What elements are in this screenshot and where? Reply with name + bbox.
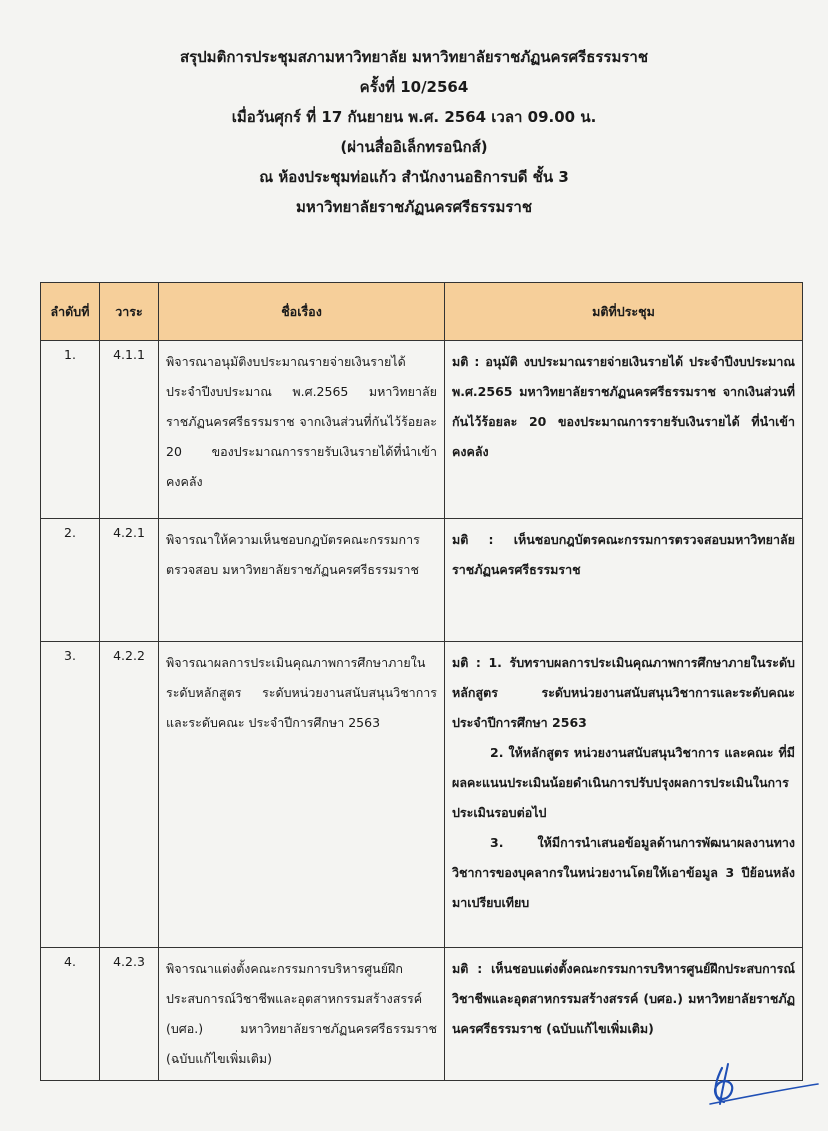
resolution-paragraph: มติ : 1. รับทราบผลการประเมินคุณภาพการศึกษาภายในระดับหลักสูตร ระดับหน่วยงานสนับสนุนวิชาการและระดับคณะ ประจำปีการศึกษา 2563: [452, 655, 795, 730]
handwritten-signature-icon: [700, 1060, 820, 1110]
col-header-no: ลำดับที่: [41, 283, 100, 341]
table-row: [41, 948, 803, 1081]
row-title: พิจารณาให้ความเห็นชอบกฎบัตรคณะกรรมการตรวจสอบ มหาวิทยาลัยราชภัฏนครศรีธรรมราช: [159, 519, 445, 642]
university-name: มหาวิทยาลัยราชภัฏนครศรีธรรมราช: [295, 198, 533, 216]
row-title: พิจารณาผลการประเมินคุณภาพการศึกษาภายในระดับหลักสูตร ระดับหน่วยงานสนับสนุนวิชาการ และระดับคณะ ประจำปีการศึกษา 2563: [159, 642, 445, 948]
col-header-resolution: มติที่ประชุม: [445, 283, 803, 341]
document-header: [0, 42, 828, 222]
table-header-row: [41, 283, 803, 341]
meeting-mode: (ผ่านสื่ออิเล็กทรอนิกส์): [340, 138, 488, 156]
row-agenda: 4.2.2: [100, 642, 159, 948]
row-no: 3.: [41, 642, 100, 948]
table-row: [41, 519, 803, 642]
row-no: 1.: [41, 341, 100, 519]
row-resolution: [445, 642, 803, 948]
row-agenda: 4.2.1: [100, 519, 159, 642]
resolution-paragraph: 3. ให้มีการนำเสนอข้อมูลด้านการพัฒนาผลงานทางวิชาการของบุคลากรในหน่วยงานโดยให้เอาข้อมูล 3 ปีย้อนหลังมาเปรียบเทียบ: [452, 835, 795, 910]
col-header-title: ชื่อเรื่อง: [159, 283, 445, 341]
row-agenda: 4.2.3: [100, 948, 159, 1081]
row-no: 2.: [41, 519, 100, 642]
row-agenda: 4.1.1: [100, 341, 159, 519]
col-header-agenda: วาระ: [100, 283, 159, 341]
table-row: [41, 642, 803, 948]
resolution-paragraph: มติ : เห็นชอบแต่งตั้งคณะกรรมการบริหารศูนย์ฝึกประสบการณ์วิชาชีพและอุตสาหกรรมสร้างสรรค์ (บศอ.) มหาวิทยาลัยราชภัฏนครศรีธรรมราช (ฉบับแก้ไขเพิ่มเติม): [452, 961, 795, 1036]
resolutions-table: [40, 282, 803, 1081]
resolution-paragraph: 2. ให้หลักสูตร หน่วยงานสนับสนุนวิชาการ และคณะ ที่มีผลคะแนนประเมินน้อยดำเนินการปรับปรุงผลการประเมินในการประเมินรอบต่อไป: [452, 745, 795, 820]
table-row: [41, 341, 803, 519]
resolution-paragraph: มติ : อนุมัติ งบประมาณรายจ่ายเงินรายได้ ประจำปีงบประมาณ พ.ศ.2565 มหาวิทยาลัยราชภัฏนครศรีธรรมราช จากเงินส่วนที่กันไว้ร้อยละ 20 ของประมาณการรายรับเงินรายได้ ที่นำเข้าคงคลัง: [452, 354, 795, 459]
meeting-date: เมื่อวันศุกร์ ที่ 17 กันยายน พ.ศ. 2564 เวลา 09.00 น.: [231, 108, 597, 126]
row-resolution: [445, 519, 803, 642]
meeting-venue: ณ ห้องประชุมท่อแก้ว สำนักงานอธิการบดี ชั้น 3: [259, 168, 569, 186]
row-title: พิจารณาแต่งตั้งคณะกรรมการบริหารศูนย์ฝึกประสบการณ์วิชาชีพและอุตสาหกรรมสร้างสรรค์ (บศอ.) มหาวิทยาลัยราชภัฏนครศรีธรรมราช (ฉบับแก้ไขเพิ่มเติม): [159, 948, 445, 1081]
row-title: พิจารณาอนุมัติงบประมาณรายจ่ายเงินรายได้ประจำปีงบประมาณ พ.ศ.2565 มหาวิทยาลัยราชภัฏนครศรีธรรมราช จากเงินส่วนที่กันไว้ร้อยละ 20 ของประมาณการรายรับเงินรายได้ที่นำเข้าคงคลัง: [159, 341, 445, 519]
doc-title: สรุปมติการประชุมสภามหาวิทยาลัย มหาวิทยาลัยราชภัฏนครศรีธรรมราช: [179, 48, 649, 66]
resolution-paragraph: มติ : เห็นชอบกฎบัตรคณะกรรมการตรวจสอบมหาวิทยาลัยราชภัฏนครศรีธรรมราช: [452, 532, 795, 577]
meeting-number: ครั้งที่ 10/2564: [359, 78, 469, 96]
row-resolution: [445, 341, 803, 519]
row-no: 4.: [41, 948, 100, 1081]
